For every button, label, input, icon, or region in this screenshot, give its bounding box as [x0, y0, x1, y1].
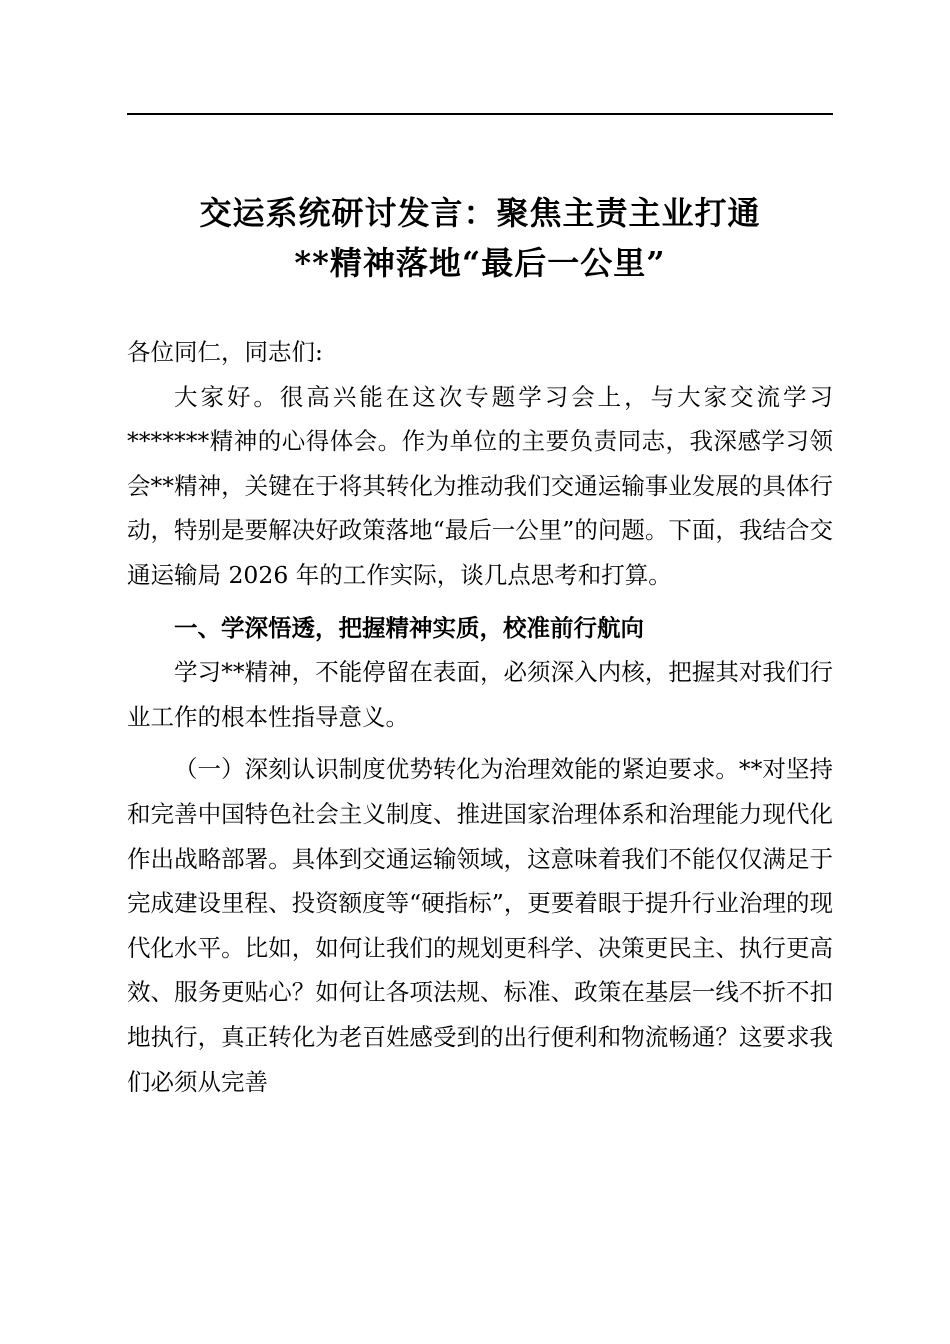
- section1-item1-paragraph: （一）深刻认识制度优势转化为治理效能的紧迫要求。**对坚持和完善中国特色社会主义制度、推进国家治理体系和治理能力现代化作出战略部署。具体到交通运输领域，这意味着我们不能仅仅满足于完成建设里程、投资额度等“硬指标”，更要着眼于提升行业治理的现代化水平。比如，如何让我们的规划更科学、决策更民主、执行更高效、服务更贴心？如何让各项法规、标准、政策在基层一线不折不扣地执行，真正转化为老百姓感受到的出行便利和物流畅通？这要求我们必须从完善: [127, 755, 833, 1096]
- intro-paragraph: 大家好。很高兴能在这次专题学习会上，与大家交流学习*******精神的心得体会。作为单位的主要负责同志，我深感学习领会**精神，关键在于将其转化为推动我们交通运输事业发展的具体行动，特别是要解决好政策落地“最后一公里”的问题。下面，我结合交通运输局 2026 年的工作实际，谈几点思考和打算。: [127, 382, 833, 589]
- header-rule: [127, 113, 833, 115]
- greeting: 各位同仁，同志们:: [127, 338, 323, 366]
- title-line-1: 交运系统研讨发言：聚焦主责主业打通: [199, 194, 761, 232]
- section-heading-1: 一、学深悟透，把握精神实质，校准前行航向: [174, 613, 644, 642]
- document-body: [127, 330, 833, 1104]
- title-line-2: **精神落地“最后一公里”: [294, 244, 666, 282]
- section1-lead-paragraph: 学习**精神，不能停留在表面，必须深入内核，把握其对我们行业工作的根本性指导意义。: [127, 658, 833, 731]
- document-title: [127, 188, 833, 288]
